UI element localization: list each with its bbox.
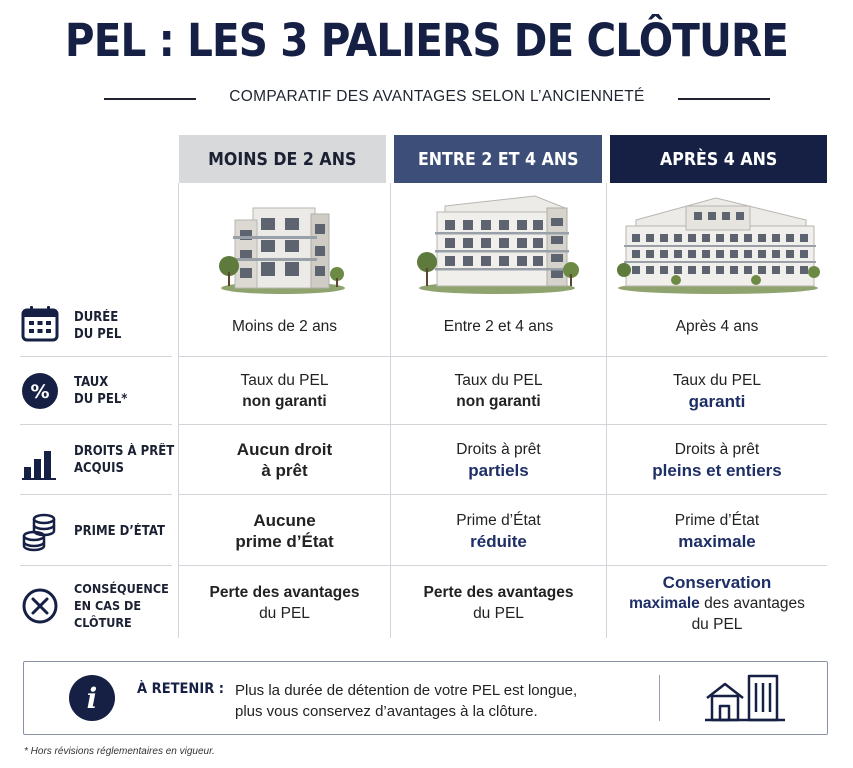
row-divider <box>20 494 172 495</box>
cell-droits-2: Droits à prêt partiels <box>456 441 541 480</box>
cell-consequence-3: Conservation maximale des avantages du PEL <box>629 572 805 633</box>
cell-prime-2: Prime d’État réduite <box>456 511 541 551</box>
row-divider <box>179 494 827 495</box>
row-label-taux: TAUX DU PEL* <box>74 375 128 407</box>
subtitle-row <box>0 88 853 110</box>
cell-droits-3: Droits à prêt pleins et entiers <box>652 441 782 480</box>
cell-consequence-2: Perte des avantages du PEL <box>423 584 574 622</box>
calendar-icon <box>20 304 60 344</box>
cell-duree-1: Moins de 2 ans <box>231 317 338 335</box>
cell-consequence-1: Perte des avantages du PEL <box>209 584 360 622</box>
info-icon: i <box>69 675 115 721</box>
bar-chart-icon <box>20 441 60 481</box>
cell-prime-1: Aucune prime d’État <box>235 510 334 551</box>
row-label-prime: PRIME D’ÉTAT <box>74 524 165 539</box>
cell-taux-1: Taux du PEL non garanti <box>240 372 329 410</box>
row-divider <box>20 565 172 566</box>
row-divider <box>20 356 172 357</box>
retain-label: À RETENIR : <box>137 681 225 697</box>
cell-prime-3: Prime d’État maximale <box>674 511 760 551</box>
cell-taux-2: Taux du PEL non garanti <box>454 372 543 410</box>
row-divider <box>179 565 827 566</box>
row-label-duree: DURÉE DU PEL <box>74 310 122 342</box>
page-subtitle: COMPARATIF DES AVANTAGES SELON L’ANCIENNETÉ <box>229 88 645 105</box>
retain-divider <box>659 675 660 721</box>
medium-building-image <box>415 190 580 295</box>
svg-text:%: % <box>30 381 50 403</box>
retain-text: Plus la durée de détention de votre PEL est longue, plus vous conservez d’avantages à la clôture. <box>235 682 578 720</box>
subtitle-rule-right <box>678 98 770 100</box>
row-label-consequence: CONSÉQUENCE EN CAS DE CLÔTURE <box>74 581 169 630</box>
cell-droits-1: Aucun droit à prêt <box>236 440 333 480</box>
close-circle-icon <box>20 586 60 626</box>
column-heading-2-to-4-years: ENTRE 2 ET 4 ANS <box>394 135 602 183</box>
cell-taux-3: Taux du PEL garanti <box>673 372 761 411</box>
page-title: PEL : LES 3 PALIERS DE CLÔTURE <box>64 14 789 67</box>
subtitle-rule-left <box>104 98 196 100</box>
column-heading-after-4-years: APRÈS 4 ANS <box>610 135 827 183</box>
small-building-image <box>215 190 350 295</box>
coins-stack-icon <box>20 512 60 552</box>
cell-duree-2: Entre 2 et 4 ans <box>443 317 554 335</box>
row-divider <box>179 424 827 425</box>
column-heading-less-2-years: MOINS DE 2 ANS <box>179 135 386 183</box>
house-building-icon <box>703 672 787 724</box>
row-divider <box>179 356 827 357</box>
cell-duree-3: Après 4 ans <box>675 317 759 335</box>
percent-icon <box>20 371 60 411</box>
row-divider <box>20 424 172 425</box>
large-building-image <box>616 190 821 295</box>
footnote: * Hors révisions réglementaires en vigueur. <box>24 746 215 757</box>
row-label-droits: DROITS À PRÊT ACQUIS <box>74 444 175 476</box>
